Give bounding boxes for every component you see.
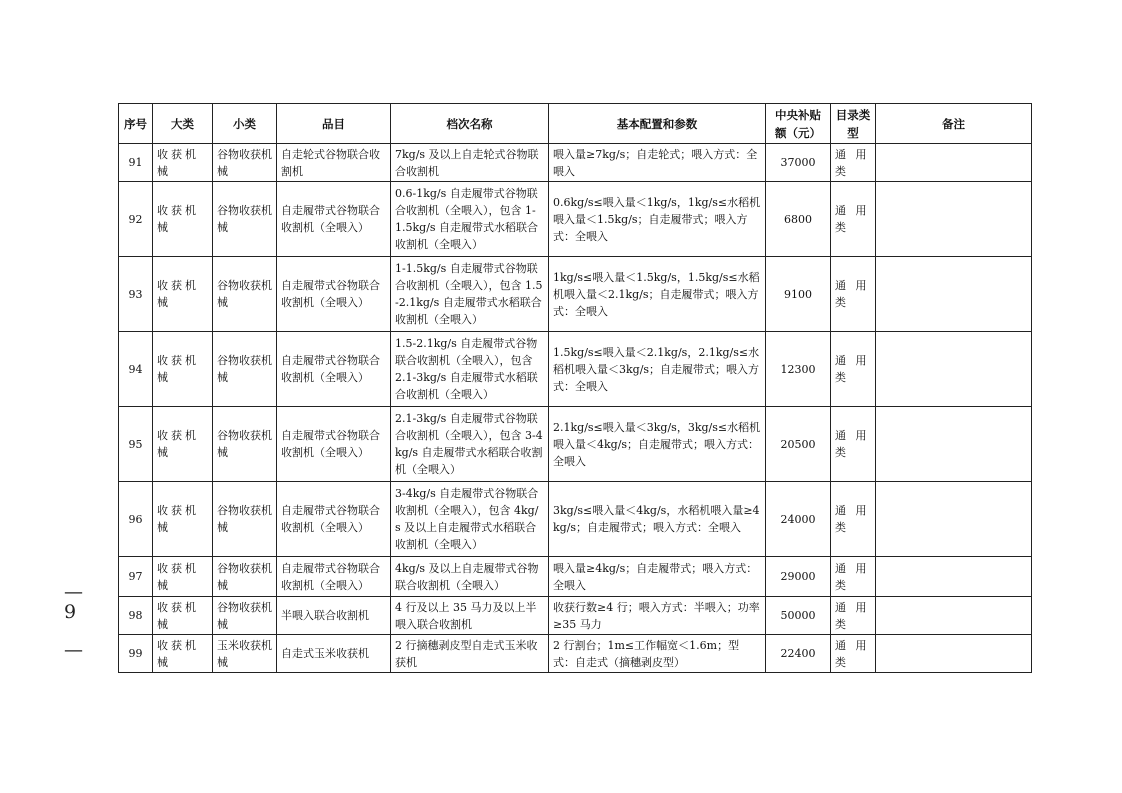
table-header-row: [119, 104, 1032, 144]
cell-subsidy: 6800: [766, 182, 831, 257]
cell-config: 1.5kg/s≤喂入量＜2.1kg/s，2.1kg/s≤水稻机喂入量＜3kg/s；自走履带式；喂入方式：全喂入: [549, 332, 766, 407]
table-row: [119, 257, 1032, 332]
cell-catalog-type: 通 用 类: [831, 144, 876, 182]
cell-grade: 2.1-3kg/s 自走履带式谷物联合收割机（全喂入），包含 3-4kg/s 自走履带式水稻联合收割机（全喂入）: [391, 407, 549, 482]
cell-subcategory: 谷物收获机械: [213, 482, 277, 557]
cell-remarks: [876, 182, 1032, 257]
page-number-top: — 9: [64, 581, 87, 623]
cell-seq: 97: [119, 557, 153, 597]
cell-config: 3kg/s≤喂入量＜4kg/s，水稻机喂入量≥4kg/s；自走履带式；喂入方式：全喂入: [549, 482, 766, 557]
cell-subcategory: 玉米收获机械: [213, 635, 277, 673]
cell-catalog-type: 通 用 类: [831, 257, 876, 332]
table-row: [119, 557, 1032, 597]
cell-item: 自走履带式谷物联合收割机（全喂入）: [277, 407, 391, 482]
cell-category: 收获机械: [153, 407, 213, 482]
cell-subsidy: 50000: [766, 597, 831, 635]
cell-subcategory: 谷物收获机械: [213, 597, 277, 635]
cell-config: 2.1kg/s≤喂入量＜3kg/s，3kg/s≤水稻机喂入量＜4kg/s；自走履带式；喂入方式：全喂入: [549, 407, 766, 482]
cell-seq: 92: [119, 182, 153, 257]
cell-grade: 0.6-1kg/s 自走履带式谷物联合收割机（全喂入），包含 1-1.5kg/s 自走履带式水稻联合收割机（全喂入）: [391, 182, 549, 257]
table-row: [119, 182, 1032, 257]
cell-item: 自走式玉米收获机: [277, 635, 391, 673]
cell-subcategory: 谷物收获机械: [213, 407, 277, 482]
cell-category: 收获机械: [153, 144, 213, 182]
cell-grade: 7kg/s 及以上自走轮式谷物联合收割机: [391, 144, 549, 182]
cell-seq: 98: [119, 597, 153, 635]
cell-remarks: [876, 332, 1032, 407]
table-row: [119, 482, 1032, 557]
cell-grade: 4kg/s 及以上自走履带式谷物联合收割机（全喂入）: [391, 557, 549, 597]
cell-subcategory: 谷物收获机械: [213, 332, 277, 407]
cell-category: 收获机械: [153, 182, 213, 257]
header-category: 大类: [153, 104, 213, 144]
cell-catalog-type: 通 用 类: [831, 482, 876, 557]
header-subsidy: 中央补贴额（元）: [766, 104, 831, 144]
cell-catalog-type: 通 用 类: [831, 182, 876, 257]
cell-config: 喂入量≥7kg/s；自走轮式；喂入方式：全喂入: [549, 144, 766, 182]
cell-item: 自走履带式谷物联合收割机（全喂入）: [277, 332, 391, 407]
cell-grade: 1-1.5kg/s 自走履带式谷物联合收割机（全喂入），包含 1.5-2.1kg/s 自走履带式水稻联合收割机（全喂入）: [391, 257, 549, 332]
cell-subsidy: 29000: [766, 557, 831, 597]
header-subcategory: 小类: [213, 104, 277, 144]
cell-grade: 3-4kg/s 自走履带式谷物联合收割机（全喂入），包含 4kg/s 及以上自走履带式水稻联合收割机（全喂入）: [391, 482, 549, 557]
cell-item: 自走履带式谷物联合收割机（全喂入）: [277, 257, 391, 332]
cell-subcategory: 谷物收获机械: [213, 144, 277, 182]
cell-config: 0.6kg/s≤喂入量＜1kg/s，1kg/s≤水稻机喂入量＜1.5kg/s；自走履带式；喂入方式：全喂入: [549, 182, 766, 257]
cell-remarks: [876, 144, 1032, 182]
cell-category: 收获机械: [153, 597, 213, 635]
cell-category: 收获机械: [153, 257, 213, 332]
cell-subsidy: 9100: [766, 257, 831, 332]
header-config: 基本配置和参数: [549, 104, 766, 144]
cell-grade: 1.5-2.1kg/s 自走履带式谷物联合收割机（全喂入），包含 2.1-3kg/s 自走履带式水稻联合收割机（全喂入）: [391, 332, 549, 407]
cell-subcategory: 谷物收获机械: [213, 257, 277, 332]
cell-catalog-type: 通 用 类: [831, 332, 876, 407]
cell-subsidy: 22400: [766, 635, 831, 673]
cell-seq: 96: [119, 482, 153, 557]
cell-subcategory: 谷物收获机械: [213, 182, 277, 257]
header-remarks: 备注: [876, 104, 1032, 144]
subsidy-table: [118, 103, 1032, 673]
table-row: [119, 332, 1032, 407]
table-row: [119, 597, 1032, 635]
cell-item: 自走履带式谷物联合收割机（全喂入）: [277, 482, 391, 557]
cell-subsidy: 20500: [766, 407, 831, 482]
cell-catalog-type: 通 用 类: [831, 407, 876, 482]
cell-item: 自走履带式谷物联合收割机（全喂入）: [277, 182, 391, 257]
cell-category: 收获机械: [153, 635, 213, 673]
cell-category: 收获机械: [153, 332, 213, 407]
cell-remarks: [876, 257, 1032, 332]
page-number-bottom: —: [64, 639, 83, 661]
cell-seq: 91: [119, 144, 153, 182]
cell-item: 半喂入联合收割机: [277, 597, 391, 635]
header-grade: 档次名称: [391, 104, 549, 144]
page-number: [64, 582, 108, 660]
cell-catalog-type: 通 用 类: [831, 635, 876, 673]
header-item: 品目: [277, 104, 391, 144]
cell-remarks: [876, 407, 1032, 482]
cell-grade: 2 行摘穗剥皮型自走式玉米收获机: [391, 635, 549, 673]
cell-subsidy: 12300: [766, 332, 831, 407]
cell-remarks: [876, 482, 1032, 557]
header-catalog-type: 目录类型: [831, 104, 876, 144]
table-row: [119, 144, 1032, 182]
cell-category: 收获机械: [153, 557, 213, 597]
cell-config: 收获行数≥4 行；喂入方式：半喂入；功率≥35 马力: [549, 597, 766, 635]
cell-item: 自走履带式谷物联合收割机（全喂入）: [277, 557, 391, 597]
cell-category: 收获机械: [153, 482, 213, 557]
cell-config: 2 行割台；1m≤工作幅宽＜1.6m；型式：自走式（摘穗剥皮型）: [549, 635, 766, 673]
cell-seq: 99: [119, 635, 153, 673]
cell-catalog-type: 通 用 类: [831, 557, 876, 597]
cell-remarks: [876, 635, 1032, 673]
cell-grade: 4 行及以上 35 马力及以上半喂入联合收割机: [391, 597, 549, 635]
cell-catalog-type: 通 用 类: [831, 597, 876, 635]
cell-seq: 93: [119, 257, 153, 332]
cell-config: 喂入量≥4kg/s；自走履带式；喂入方式：全喂入: [549, 557, 766, 597]
table-row: [119, 407, 1032, 482]
header-seq: 序号: [119, 104, 153, 144]
cell-remarks: [876, 557, 1032, 597]
cell-subsidy: 24000: [766, 482, 831, 557]
cell-item: 自走轮式谷物联合收割机: [277, 144, 391, 182]
cell-subcategory: 谷物收获机械: [213, 557, 277, 597]
cell-seq: 94: [119, 332, 153, 407]
cell-subsidy: 37000: [766, 144, 831, 182]
cell-seq: 95: [119, 407, 153, 482]
cell-config: 1kg/s≤喂入量＜1.5kg/s，1.5kg/s≤水稻机喂入量＜2.1kg/s；自走履带式；喂入方式：全喂入: [549, 257, 766, 332]
table-row: [119, 635, 1032, 673]
cell-remarks: [876, 597, 1032, 635]
